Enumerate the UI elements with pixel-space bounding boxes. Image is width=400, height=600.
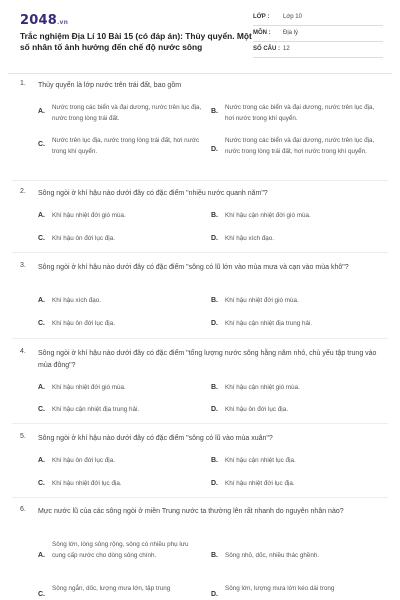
option-text: Sông nhỏ, dốc, nhiều thác ghềnh. [225,552,320,559]
option-letter: A. [38,108,45,115]
page-title: Trắc nghiệm Địa Lí 10 Bài 15 (có đáp án): Thủy quyển. Một số nhân tố ảnh hưởng đến chế độ nước sông [20,31,252,52]
option-text: Nước trên lục địa, nước trong lòng trái đất, hơi nước trong khí quyển. [52,137,200,155]
question-text: Mực nước lũ của các sông ngòi ở miền Trung nước ta thường lên rất nhanh do nguyên nhân nào? [38,508,344,515]
meta-label: MÔN : [253,30,271,36]
option-letter: B. [211,297,218,304]
question-number: 6. [20,506,26,513]
option-letter: C. [38,141,45,148]
option-letter: C. [38,591,45,598]
option-letter: B. [211,457,218,464]
option-text: Khí hậu nhiệt đới lục địa. [225,480,295,487]
question-number: 1. [20,80,26,87]
option-letter: A. [38,552,45,559]
option-letter: B. [211,212,218,219]
meta-row-subject [253,28,383,42]
option-text: Sông ngắn, dốc, lượng mưa lớn, tập trung [52,585,171,592]
question-number: 5. [20,433,26,440]
option-text: Nước trong các biển và đại dương, nước trên lục địa, hơi nước trong khí quyển. [225,104,375,122]
option-text: Khí hậu ôn đới lục địa. [225,406,288,413]
option-letter: D. [211,320,218,327]
option-text: Khí hậu nhiệt đới lục địa. [52,480,122,487]
option-letter: D. [211,480,218,487]
question-text: Sông ngòi ở khí hậu nào dưới đây có đặc điểm "sông có lũ vào mùa xuân"? [38,435,273,442]
option-text: Sông lớn, lượng mưa lớn kéo dài trong [225,585,335,592]
question-text: Thủy quyển là lớp nước trên trái đất, bao gồm [38,82,182,89]
meta-value: Lớp 10 [283,14,302,20]
question-number: 3. [20,262,26,269]
question-divider [12,180,388,181]
option-text: Khí hậu cận nhiệt địa trung hải. [52,406,140,413]
site-logo[interactable] [20,13,68,28]
question-divider [12,252,388,253]
option-letter: C. [38,406,45,413]
option-letter: A. [38,297,45,304]
meta-row-count [253,44,383,58]
option-text: Khí hậu nhiệt đới gió mùa. [225,297,299,304]
option-letter: B. [211,384,218,391]
option-text: Nước trong các biển và đại dương, nước trên lục địa, nước trong lòng trái đất. [52,104,202,122]
option-letter: D. [211,146,218,153]
option-letter: B. [211,108,218,115]
option-text: Khí hậu ôn đới lục địa. [52,320,115,327]
option-text: Khí hậu xích đạo. [225,235,275,242]
option-letter: A. [38,457,45,464]
logo-main: 2048 [20,13,57,28]
option-text: Khí hậu xích đạo. [52,297,102,304]
option-letter: C. [38,235,45,242]
meta-row-class [253,12,383,26]
option-text: Nước trong các biển và đại dương, nước trên lục địa, nước trong lòng trái đất, hơi nước trong khí quyển. [225,137,375,155]
option-text: Khí hậu cận nhiệt lục địa. [225,457,296,464]
meta-label: SỐ CÂU : [253,46,280,52]
option-text: Khí hậu nhiệt đới gió mùa. [52,212,126,219]
meta-value: Địa lý [283,30,299,36]
question-number: 4. [20,348,26,355]
question-text: Sông ngòi ở khí hậu nào dưới đây có đặc điểm "sông có lũ lớn vào mùa mưa và cạn vào mùa khô"? [38,264,349,271]
logo-tld: .vn [56,19,69,26]
option-text: Khí hậu ôn đới lục địa. [52,235,115,242]
option-text: Khí hậu cận nhiệt đới gió mùa. [225,212,311,219]
question-number: 2. [20,188,26,195]
option-text: Khí hậu ôn đới lục địa. [52,457,115,464]
option-letter: A. [38,212,45,219]
page-header [0,0,400,70]
option-letter: D. [211,591,218,598]
question-divider [12,423,388,424]
question-text: Sông ngòi ở khí hậu nào dưới đây có đặc điểm "tổng lượng nước sông hằng năm nhỏ, chủ yếu tập trung vào mùa đông"? [38,350,377,369]
option-letter: B. [211,552,218,559]
option-text: Khí hậu nhiệt đới gió mùa. [52,384,126,391]
question-text: Sông ngòi ở khí hậu nào dưới đây có đặc điểm "nhiều nước quanh năm"? [38,190,268,197]
quiz-meta [253,12,383,60]
option-text: Khí hậu cận nhiệt gió mùa. [225,384,300,391]
option-text: Khí hậu cận nhiệt địa trung hải. [225,320,313,327]
option-text: Sông lớn, lòng sông rộng, sông có nhiều phụ lưu cung cấp nước cho dòng sông chính. [52,541,189,559]
question-divider [12,338,388,339]
option-letter: D. [211,406,218,413]
meta-label: LỚP : [253,14,270,20]
option-letter: C. [38,480,45,487]
header-divider [8,73,392,74]
option-letter: D. [211,235,218,242]
option-letter: A. [38,384,45,391]
meta-value: 12 [283,46,290,52]
question-divider [12,497,388,498]
option-letter: C. [38,320,45,327]
